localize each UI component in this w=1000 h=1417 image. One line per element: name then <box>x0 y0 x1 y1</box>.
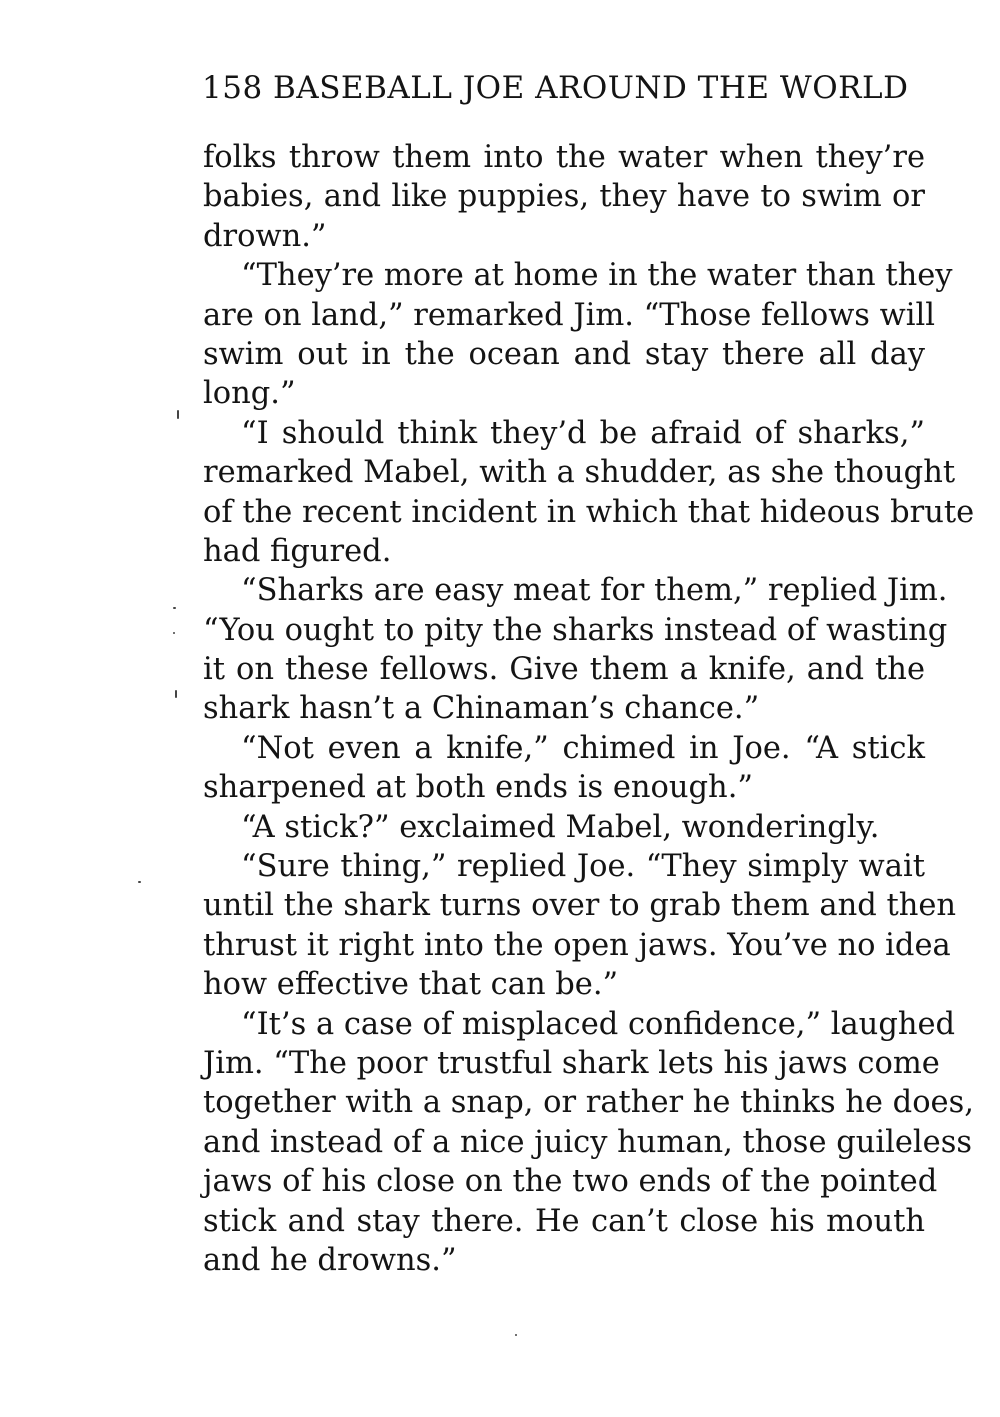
text-line: of the recent incident in which that hideous brute <box>203 494 975 530</box>
text-line: “I should think they’d be afraid of sharks,” <box>241 415 925 451</box>
text-line: folks throw them into the water when they’re <box>203 140 925 175</box>
text-line: “A stick?” exclaimed Mabel, wonderingly. <box>241 809 880 845</box>
text-line: Jim. “The poor trustful shark lets his jaws come <box>203 1045 940 1081</box>
text-line: jaws of his close on the two ends of the pointed <box>203 1164 938 1200</box>
text-line: drown.” <box>203 218 327 254</box>
text-line: stick and stay there. He can’t close his mouth <box>203 1203 925 1239</box>
scan-speck <box>175 690 177 698</box>
text-line: “Sure thing,” replied Joe. “They simply wait <box>241 849 925 885</box>
text-line: had figured. <box>203 533 392 569</box>
text-line: together with a snap, or rather he thinks he does, <box>203 1085 974 1121</box>
scan-speck <box>173 607 176 609</box>
text-line: swim out in the ocean and stay there all day <box>203 336 925 372</box>
page-body <box>203 138 975 1280</box>
text-line: “You ought to pity the sharks instead of wasting <box>203 612 948 648</box>
text-line: “Sharks are easy meat for them,” replied Jim. <box>241 573 948 609</box>
text-line: shark hasn’t a Chinaman’s chance.” <box>203 691 760 727</box>
text-line: until the shark turns over to grab them and then <box>203 888 957 924</box>
text-line: “They’re more at home in the water than they <box>241 258 953 294</box>
page-number: 158 <box>202 70 263 106</box>
running-title: BASEBALL JOE AROUND THE WORLD <box>273 70 909 106</box>
text-line: remarked Mabel, with a shudder, as she thought <box>203 455 956 491</box>
text-line: thrust it right into the open jaws. You’ve no idea <box>203 927 951 963</box>
text-line: and he drowns.” <box>203 1242 457 1278</box>
text-line: how effective that can be.” <box>203 967 619 1003</box>
text-line: “Not even a knife,” chimed in Joe. “A stick <box>241 730 925 766</box>
running-header <box>202 70 932 106</box>
scan-speck <box>138 881 141 883</box>
scan-speck <box>173 632 175 634</box>
text-line: are on land,” remarked Jim. “Those fellows will <box>203 297 936 333</box>
text-line: it on these fellows. Give them a knife, and the <box>203 652 925 688</box>
text-line: “It’s a case of misplaced confidence,” laughed <box>241 1006 956 1042</box>
text-line: babies, and like puppies, they have to swim or <box>203 179 925 215</box>
text-line: and instead of a nice juicy human, those guileless <box>203 1124 973 1160</box>
text-line: long.” <box>203 376 296 412</box>
scan-speck <box>177 410 179 419</box>
text-line: sharpened at both ends is enough.” <box>203 770 753 806</box>
scan-speck <box>515 1334 517 1336</box>
